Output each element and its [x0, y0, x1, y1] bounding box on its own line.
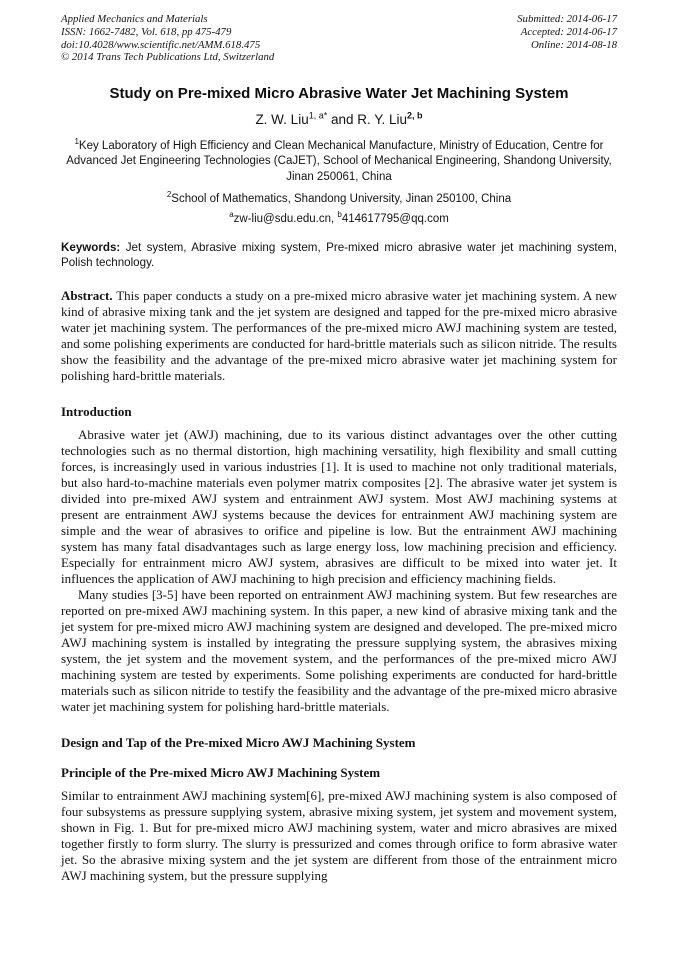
authors-separator: and — [327, 112, 358, 128]
affiliation-1-text: Key Laboratory of High Efficiency and Clean Mechanical Manufacture, Ministry of Education, Centre for Advanced Jet Engineering Technologies (CaJET), School of Mechanical Engineering, Shandong University, Jinan 250061, China — [66, 140, 612, 183]
email-b-marker: b — [337, 210, 342, 220]
journal-doi-line: doi:10.4028/www.scientific.net/AMM.618.475 — [61, 38, 261, 51]
section-heading-introduction: Introduction — [61, 404, 132, 420]
authors-line — [61, 111, 617, 128]
email-a: zw-liu@sdu.edu.cn, — [233, 213, 335, 226]
section-heading-design-and-tap: Design and Tap of the Pre-mixed Micro AWJ Machining System — [61, 735, 416, 751]
journal-copyright-line: © 2014 Trans Tech Publications Ltd, Switzerland — [61, 51, 275, 64]
introduction-paragraph-1: Abrasive water jet (AWJ) machining, due to its various distinct advantages over the other cutting technologies such as no thermal distortion, high machining versatility, high flexibility and small cutting forces, is increasingly used in various industries [1]. It is used to machine not only traditional materials, but also hard-to-machine materials even polymer matrix composites [2]. The abrasive water jet system is divided into pre-mixed AWJ system and entrainment AWJ system. Most AWJ machining systems at present are entrainment AWJ systems because the devices for entrainment AWJ machining system are simple and the wear of abrasives to orifice and pipeline is low. But the entrainment AWJ machining system has many fatal disadvantages such as large energy loss, low machining precision and efficiency. Especially for entrainment micro AWJ system, abrasives are difficult to be mixed into water jet. It influences the application of AWJ machining to high precision and efficiency machining fields. — [61, 427, 617, 587]
keywords-line — [61, 240, 617, 270]
paper-title: Study on Pre-mixed Micro Abrasive Water Jet Machining System — [109, 85, 569, 103]
principle-paragraph-1: Similar to entrainment AWJ machining system[6], pre-mixed AWJ machining system is also composed of four subsystems as pressure supplying system, abrasive mixing system, jet system and movement system, shown in Fig. 1. But for pre-mixed micro AWJ machining system, water and micro abrasives are mixed together firstly to form slurry. The slurry is pressurized and comes through orifice to form abrasive water jet. So the abrasive mixing system and the jet system are different from those of the entrainment micro AWJ machining system, but the pressure supplying — [61, 788, 617, 884]
affiliation-1-marker: 1 — [74, 137, 79, 147]
abstract-text: This paper conducts a study on a pre-mixed micro abrasive water jet machining system. A new kind of abrasive mixing tank and the jet system are designed and tapped for the pre-mixed micro abrasive water jet machining system. The performances of the pre-mixed micro AWJ machining system are tested, and some polishing experiments are conducted for hard-brittle materials such as silicon nitride. The results show the feasibility and the advantage of the pre-mixed micro abrasive water jet machining system for polishing hard-brittle materials. — [61, 288, 618, 384]
author-1-name: Z. W. Liu — [255, 112, 309, 128]
journal-issn-line: ISSN: 1662-7482, Vol. 618, pp 475-479 — [61, 25, 232, 38]
email-b: 414617795@qq.com — [341, 213, 449, 226]
masthead — [61, 13, 617, 64]
author-1-superscript: 1, a* — [308, 110, 328, 121]
submitted-date: Submitted: 2014-06-17 — [517, 13, 617, 25]
affiliation-2-marker: 2 — [166, 190, 172, 200]
submission-dates — [517, 13, 617, 51]
online-date: Online: 2014-08-18 — [530, 38, 617, 51]
journal-name: Applied Mechanics and Materials — [61, 13, 208, 25]
abstract — [61, 288, 617, 384]
abstract-label: Abstract. — [61, 288, 113, 304]
keywords-text: Jet system, Abrasive mixing system, Pre-mixed micro abrasive water jet machining system, Polish technology. — [61, 241, 617, 270]
accepted-date: Accepted: 2014-06-17 — [520, 25, 617, 38]
author-2-name: R. Y. Liu — [357, 112, 408, 128]
journal-info — [61, 13, 274, 64]
email-a-marker: a — [229, 210, 234, 220]
affiliation-2-text: School of Mathematics, Shandong University, Jinan 250100, China — [171, 193, 512, 206]
affiliation-2 — [61, 192, 617, 207]
author-2-superscript: 2, b — [407, 110, 423, 121]
email-line — [61, 210, 617, 226]
introduction-paragraph-2: Many studies [3-5] have been reported on entrainment AWJ machining system. But few researches are reported on pre-mixed AWJ machining system. In this paper, a new kind of abrasive mixing tank and the jet system for pre-mixed micro AWJ machining system are designed and developed. The pre-mixed micro AWJ machining system is installed by integrating the pressure supplying system, the abrasives mixing system, the jet system and the movement system, and the performances of the pre-mixed micro AWJ machining system are tested by experiments. Some polishing experiments are conducted for hard-brittle materials such as silicon nitride to testify the feasibility and the advantage of the pre-mixed micro abrasive water jet machining system for polishing hard-brittle materials. — [61, 587, 617, 715]
keywords-label: Keywords: — [61, 241, 121, 255]
affiliation-1 — [61, 139, 617, 185]
subsection-heading-principle: Principle of the Pre-mixed Micro AWJ Machining System — [61, 765, 381, 781]
